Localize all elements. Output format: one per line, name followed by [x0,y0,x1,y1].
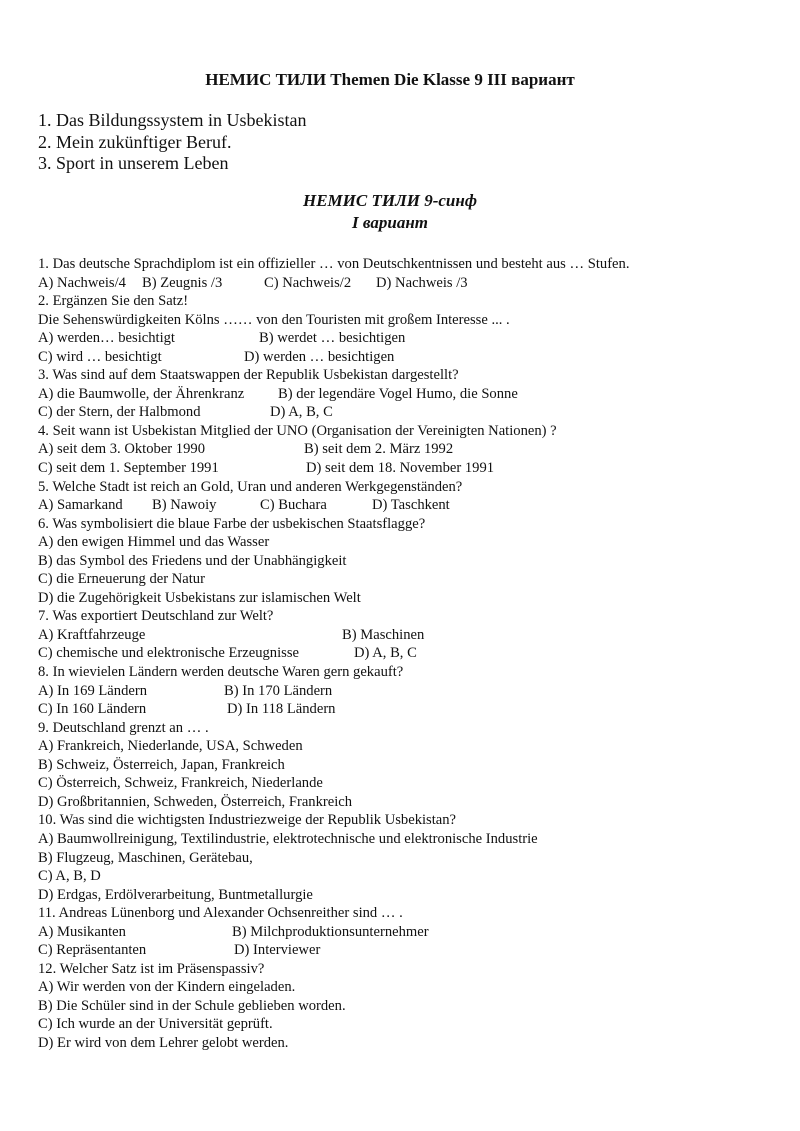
question-12-option-c [38,1015,778,1034]
option-c: C) wird … besichtigt [38,348,162,365]
option-d: D) In 118 Ländern [227,701,336,718]
option-a: A) Kraftfahrzeuge [38,626,146,643]
question-text: 1. Das deutsche Sprachdiplom ist ein offizieller … von Deutschkentnissen und besteht aus … Stufen. [38,256,630,272]
option-a: A) Wir werden von der Kindern eingeladen. [38,979,296,996]
option-d: D) Nachweis /3 [376,274,468,291]
question-9 [38,719,778,738]
question-12-option-d [38,1034,778,1053]
questions-list [38,255,778,1053]
option-c: C) Buchara [260,497,327,514]
question-7-options-ab [38,626,778,645]
question-text: 2. Ergänzen Sie den Satz! [38,293,189,310]
question-12-option-b [38,997,778,1016]
question-7 [38,607,778,626]
question-1-options [38,274,778,293]
question-10-option-d [38,886,778,905]
option-b: B) Maschinen [342,626,425,643]
option-c: C) Repräsentanten [38,942,147,959]
question-10-option-b [38,849,778,868]
question-text: 7. Was exportiert Deutschland zur Welt? [38,608,274,625]
question-text: 10. Was sind die wichtigsten Industriezweige der Republik Usbekistan? [38,812,457,829]
question-text: Die Sehenswürdigkeiten Kölns …… von den Touristen mit großem Interesse ... . [38,311,510,328]
question-4-options-cd [38,459,778,478]
question-8 [38,663,778,682]
question-12 [38,960,778,979]
question-3 [38,366,778,385]
option-c: C) seit dem 1. September 1991 [38,460,219,477]
question-11-options-cd [38,941,778,960]
question-text: 12. Welcher Satz ist im Präsenspassiv? [38,960,265,977]
option-a: A) Musikanten [38,923,126,940]
option-b: B) seit dem 2. März 1992 [304,441,454,458]
option-c: C) A, B, D [38,868,101,885]
option-b: B) das Symbol des Friedens und der Unabhängigkeit [38,552,347,569]
question-text: 8. In wievielen Ländern werden deutsche Waren gern gekauft? [38,664,404,681]
option-b: B) Nawoiy [152,497,217,514]
option-c: C) die Erneuerung der Natur [38,571,205,588]
option-d: D) Großbritannien, Schweden, Österreich, Frankreich [38,793,353,810]
option-c: C) der Stern, der Halbmond [38,404,201,421]
option-d: D) A, B, C [270,404,333,421]
theme-item: 3. Sport in unserem Leben [38,153,229,173]
section-heading: НЕМИС ТИЛИ 9-синф [302,191,477,210]
option-a: A) seit dem 3. Oktober 1990 [38,441,205,458]
option-b: B) Schweiz, Österreich, Japan, Frankreich [38,756,285,773]
option-d: D) Interviewer [234,942,321,959]
option-d: D) Er wird von dem Lehrer gelobt werden. [38,1034,289,1051]
question-12-option-a [38,978,778,997]
question-2 [38,292,778,311]
question-9-option-b [38,756,778,775]
question-text: 9. Deutschland grenzt an … . [38,719,209,736]
option-d: D) werden … besichtigen [244,348,395,365]
question-10-option-c [38,867,778,886]
option-d: D) seit dem 18. November 1991 [306,460,495,477]
question-9-option-c [38,774,778,793]
question-2-sentence [38,311,778,330]
question-2-options-cd [38,348,778,367]
question-11 [38,904,778,923]
question-5 [38,478,778,497]
question-text: 6. Was symbolisiert die blaue Farbe der usbekischen Staatsflagge? [38,515,426,532]
option-a: A) den ewigen Himmel und das Wasser [38,534,270,551]
question-text: 11. Andreas Lünenborg und Alexander Ochsenreither sind … . [38,905,403,922]
theme-item: 1. Das Bildungssystem in Usbekistan [38,110,307,130]
option-a: A) die Baumwolle, der Ährenkranz [38,385,245,402]
option-c: C) chemische und elektronische Erzeugnisse [38,645,299,662]
question-text: 5. Welche Stadt ist reich an Gold, Uran und anderen Werkgegenständen? [38,478,463,495]
question-9-option-a [38,737,778,756]
question-7-options-cd [38,644,778,663]
question-9-option-d [38,793,778,812]
question-6-option-c [38,570,778,589]
question-6-option-d [38,589,778,608]
question-text: 4. Seit wann ist Usbekistan Mitglied der UNO (Organisation der Vereinigten Nationen) ? [38,422,557,439]
option-b: B) Zeugnis /3 [142,274,223,291]
option-a: A) Samarkand [38,497,123,514]
question-10-option-a [38,830,778,849]
question-6 [38,515,778,534]
question-3-options-cd [38,403,778,422]
option-d: D) Taschkent [372,497,450,514]
option-d: D) die Zugehörigkeit Usbekistans zur islamischen Welt [38,589,361,606]
question-4 [38,422,778,441]
option-b: B) Milchproduktionsunternehmer [232,923,429,940]
question-3-options-ab [38,385,778,404]
option-a: A) Baumwollreinigung, Textilindustrie, elektrotechnische und elektronische Industrie [38,830,538,847]
option-c: C) Ich wurde an der Universität geprüft. [38,1016,273,1033]
option-c: C) In 160 Ländern [38,701,147,718]
question-4-options-ab [38,440,778,459]
option-b: B) Die Schüler sind in der Schule geblieben worden. [38,997,346,1014]
option-a: A) Nachweis/4 [38,274,126,291]
option-b: B) Flugzeug, Maschinen, Gerätebau, [38,849,253,866]
question-11-options-ab [38,923,778,942]
option-b: B) werdet … besichtigen [259,330,406,347]
option-b: B) In 170 Ländern [224,682,333,699]
option-d: D) Erdgas, Erdölverarbeitung, Buntmetallurgie [38,886,313,903]
option-c: C) Nachweis/2 [264,274,352,291]
question-1 [38,255,778,274]
question-8-options-ab [38,682,778,701]
question-10 [38,811,778,830]
option-a: A) werden… besichtigt [38,330,175,347]
theme-item: 2. Mein zukünftiger Beruf. [38,131,232,152]
variant-heading: I вариант [352,213,428,232]
option-d: D) A, B, C [354,645,417,662]
question-5-options [38,496,778,515]
question-text: 3. Was sind auf dem Staatswappen der Republik Usbekistan dargestellt? [38,367,459,384]
option-a: A) In 169 Ländern [38,682,148,699]
option-c: C) Österreich, Schweiz, Frankreich, Niederlande [38,775,323,792]
question-6-option-a [38,533,778,552]
option-a: A) Frankreich, Niederlande, USA, Schweden [38,738,303,755]
question-6-option-b [38,552,778,571]
question-2-options-ab [38,329,778,348]
page-title: НЕМИС ТИЛИ Themen Die Klasse 9 III вариант [205,70,575,89]
themes-list [38,110,307,175]
option-b: B) der legendäre Vogel Humo, die Sonne [278,385,518,402]
question-8-options-cd [38,700,778,719]
